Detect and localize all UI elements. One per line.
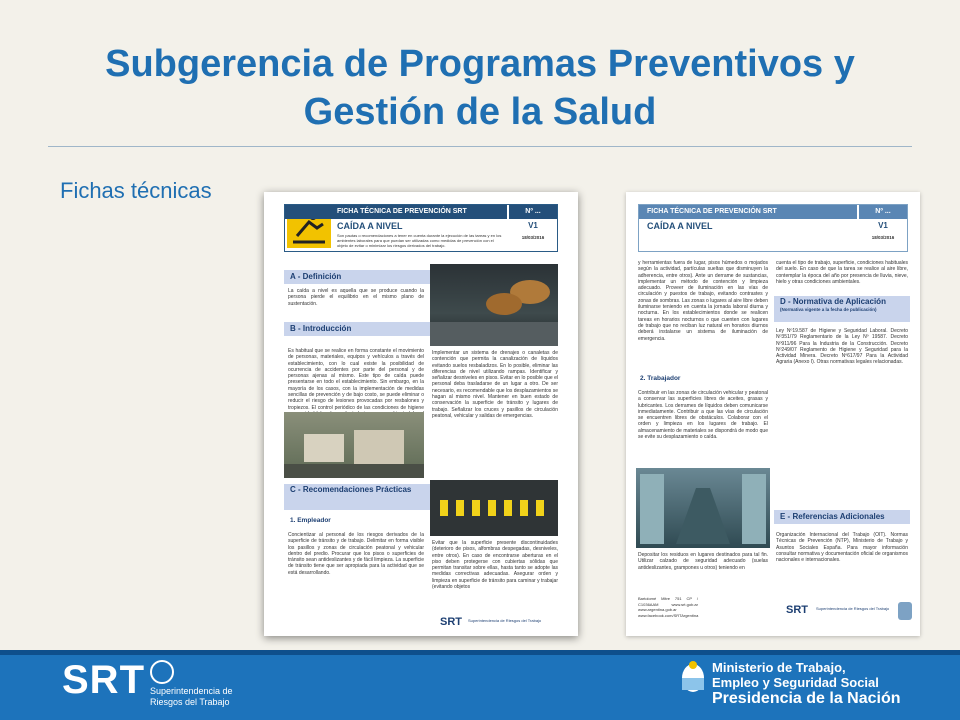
sheet2-coat-of-arms-icon — [898, 602, 912, 620]
sheet-header — [284, 204, 558, 252]
sheet2-version: V1 — [878, 221, 888, 230]
srt-logo: SRT — [62, 658, 145, 702]
srt-logo-subtitle-line-2: Riesgos del Trabajo — [150, 697, 230, 707]
sheet2-footer-logo: SRT — [786, 604, 808, 616]
shelving-aisle-photo — [636, 468, 770, 548]
ministry-name — [712, 660, 879, 690]
warehouse-photo — [284, 412, 424, 478]
section-a-text: La caída a nivel es aquella que se produce cuando la persona pierde el equilibrio en el mismo plano de sustentación. — [288, 288, 424, 307]
sheet-header-bar: FICHA TÉCNICA DE PREVENCIÓN SRT — [285, 205, 507, 219]
title-line-2: Gestión de la Salud — [303, 91, 657, 133]
footer-banner-band — [0, 650, 960, 655]
sheet2-footer-text: Superintendencia de Riesgos del Trabajo — [816, 606, 890, 611]
sheet-number: Nº ... — [508, 205, 557, 219]
technical-sheet-page-1 — [264, 192, 578, 636]
page-title — [48, 40, 912, 136]
section-subtitle: Fichas técnicas — [60, 178, 212, 203]
ministry-name-line-1: Ministerio de Trabajo, — [712, 660, 846, 675]
prevention-measures-text-2: Evitar que la superficie presente discontinuidades (deterioro de pisos, alfombras despegadas, desniveles, entre otros). En caso de encontrarse aberturas en el piso deben protegerse con cubiertas sólidas que permitan transitar sobre ellas, hasta tanto se adopte las medidas correctivas adecuadas. Asegurar orden y limpieza en superficie de tránsito para caminar y trabajar (evitando objetos — [432, 540, 558, 591]
sheet-title: CAÍDA A NIVEL — [337, 221, 403, 231]
title-line-1: Subgerencia de Programas Preventivos y — [105, 43, 855, 85]
section-c-heading: C - Recomendaciones Prácticas — [284, 484, 430, 510]
sheet-footer-text: Superintendencia de Riesgos del Trabajo — [468, 618, 542, 623]
sheet-version: V1 — [528, 221, 538, 230]
sheet2-address: Bartolomé Mitre 751 CP / C1036AAM www.srt.gob.ar www.argentina.gob.ar www.facebook.com/SRTArgentina — [638, 596, 699, 618]
sheet2-header — [638, 204, 908, 252]
section-e-heading: E - Referencias Adicionales — [774, 510, 910, 524]
sheet2-section-2-heading: 2. Trabajador — [640, 375, 681, 382]
sheet2-title: CAÍDA A NIVEL — [647, 221, 713, 231]
sheet2-left-text-1: y herramientas fuera de lugar, pisos húmedos o mojados según la actividad, partículas sueltas que disminuyen la adherencia, entre otros). Ante un derrame de sustancias, implementar un método de contención y limpieza adecuado. Proveer de iluminación en las vías de circulación y puestos de trabajo, evitando contrastes y zonas de sombras. Las zonas o lugares al aire libre deben iluminarse teniendo en cuenta la jornada laboral diurna y nocturna. En los establecimientos donde se realicen tareas en horarios nocturnos o que cuenten con lugares de trabajo que no reciban luz natural en horarios diurnos deberá instalarse un sistema de iluminación de emergencia. — [638, 260, 768, 342]
section-b-heading: B - Introducción — [284, 322, 430, 336]
sheet2-number: Nº ... — [858, 205, 907, 219]
section-b-text: Es habitual que se realice en forma constante el movimiento de personas, materiales, equipos y vehículos a través del establecimiento, con lo cual existe la posibilidad de ocurrencia de accidentes por parte del personal y de personas ajenas al mismo. Este tipo de caída puede presentarse en todo el establecimiento. Sin embargo, en la mayoría de los casos, con la implementación de medidas sencillas de prevención y de bajo costo, se puede eliminar o reducir el riesgo de lesiones provocadas por resbalones y tropiezos. El control periódico de las condiciones de higiene — [288, 348, 424, 411]
sheet2-header-bar: FICHA TÉCNICA DE PREVENCIÓN SRT — [639, 205, 857, 219]
presidency-name: Presidencia de la Nación — [712, 690, 901, 707]
hazard-stripe-floor-photo — [430, 480, 558, 536]
srt-logo-subtitle — [150, 686, 233, 708]
sheet-footer-logo: SRT — [440, 616, 462, 628]
section-d-subtitle: (Normativa vigente a la fecha de publicación) — [780, 307, 877, 312]
srt-logo-subtitle-line-1: Superintendencia de — [150, 686, 233, 696]
sheet2-date: 18/03/2016 — [871, 235, 895, 240]
sheet2-right-text-1: cuenta el tipo de trabajo, superficie, condiciones habituales del suelo. En caso de que la tarea se realice al aire libre, contemplar la época del año por presencia de lluvia, nieve, hielo y otras condiciones ambientales. — [776, 260, 908, 285]
sheet-description: Son pautas o recomendaciones a tener en cuenta durante la ejecución de las tareas y en los ambientes laborales para que puedan ser utilizadas como medidas de prevención con el objeto de evitar o minimizar los riesgos derivados del trabajo. — [337, 233, 502, 248]
section-c-text: Concientizar al personal de los riesgos derivados de la superficie de tránsito y de trabajo. Delimitar en forma visible los pasillos y zonas de circulación peatonal y vehicular dentro del predio. Procurar que los pisos o superficies de tránsito sean antideslizantes y de fácil limpieza. La superficie de tránsito tiene que ser apropiada para la actividad que se está desarrollando. — [288, 532, 424, 576]
sheet-date: 18/03/2016 — [521, 235, 545, 240]
srt-logo-icon — [150, 660, 174, 684]
prevention-measures-text-1: Implementar un sistema de drenajes o canaletas de contención que permita la canalización de líquidos evitando suelos resbaladizos. En lo posible, eliminar las diferencias de nivel utilizando rampas. Identificar y señalizar desniveles en pisos. Evitar en lo posible que el personal deba trasladarse de un lugar a otro. De ser necesario, es recomendable que los desplazamientos se hagan al mismo nivel. Mantener en buen estado de conservación la superficie de tránsito y lugares de trabajo. Señalizar los cruces y pasillos de circulación peatonal, vehicular y salidas de emergencias. — [432, 350, 558, 419]
sheet2-right-text-3: Organización Internacional del Trabajo (OIT). Normas Técnicas de Prevención (NTP), Ministerio de Trabajo y Asuntos Sociales España. Para mayor información consultar normativa y documentación oficial de organismos nacionales e internacionales. — [776, 532, 908, 564]
section-c1-heading: 1. Empleador — [290, 517, 331, 524]
boots-on-wet-floor-photo — [430, 264, 558, 346]
sheet2-left-text-2: Contribuir en las zonas de circulación vehicular y peatonal a conservar las superficies libres de aceites, grasas y lubricantes. Los derrames de líquidos deben comunicarse inmediatamente. Contribuir a que las vías de circulación se encuentren libres de obstáculos. Colaborar con el orden y limpieza en los lugares de trabajo. El almacenamiento de materiales se dispondrá de modo que se evite su desplazamiento o caída. — [638, 390, 768, 441]
ministry-name-line-2: Empleo y Seguridad Social — [712, 675, 879, 690]
title-divider — [48, 146, 912, 147]
sheet2-right-text-2: Ley Nº19.587 de Higiene y Seguridad Laboral. Decreto Nº351/79 Reglamentario de la Ley Nº 19587. Decreto Nº911/96 Para la Industria de la Construcción. Decreto Nº249/07 Reglamento de Higiene y Seguridad para la Actividad Minera. Decreto Nº617/97 Para la Actividad Agraria (Anexo I). Otras normativas legales relacionadas. — [776, 328, 908, 366]
technical-sheet-page-2 — [626, 192, 920, 636]
sheet2-left-text-3: Depositar los residuos en lugares destinados para tal fin. Utilizar calzado de seguridad adecuado (suelas antideslizantes, grampones u otros) teniendo en — [638, 552, 768, 571]
section-d-heading — [774, 296, 910, 322]
section-d-title: D - Normativa de Aplicación — [780, 297, 886, 306]
national-coat-of-arms-icon — [680, 660, 706, 694]
section-a-heading: A - Definición — [284, 270, 430, 284]
